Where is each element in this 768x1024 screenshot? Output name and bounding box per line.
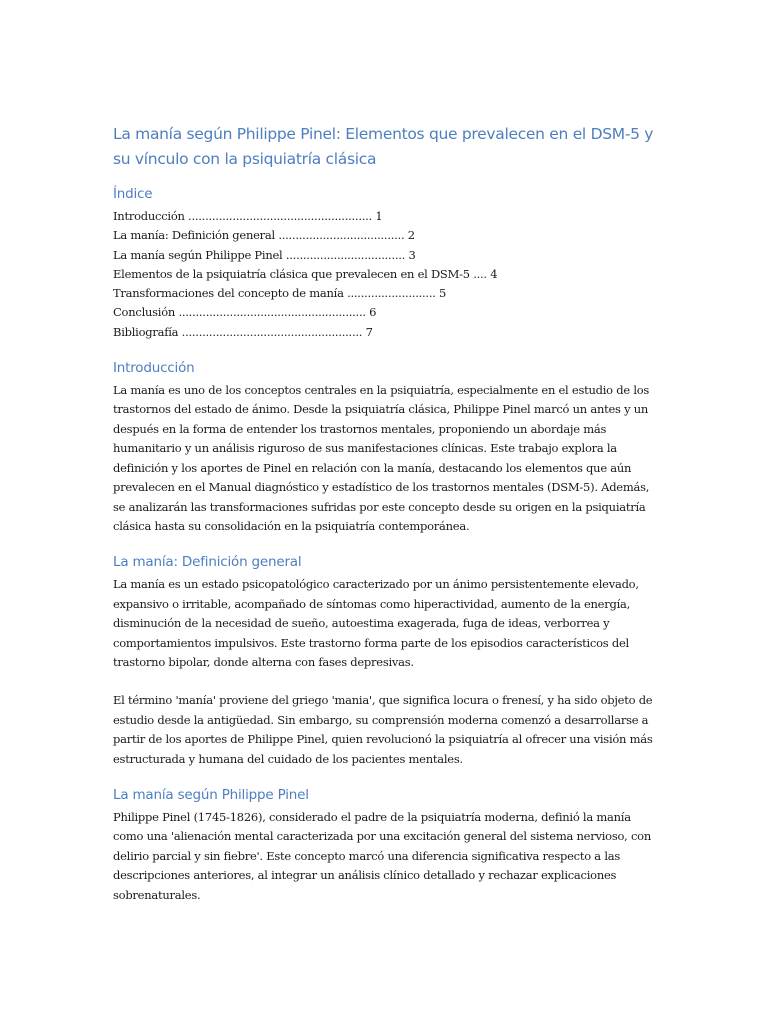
document-title: La manía según Philippe Pinel: Elementos que prevalecen en el DSM-5 y su vínculo con la psiquiatría clásica <box>113 125 654 168</box>
toc-entry-definicion: La manía: Definición general ..................................... 2 <box>113 228 415 243</box>
table-of-contents <box>113 207 658 342</box>
toc-entry-elementos: Elementos de la psiquiatría clásica que prevalecen en el DSM-5 .... 4 <box>113 266 498 281</box>
document-page <box>113 122 658 905</box>
section-heading: Introducción <box>113 360 195 377</box>
paragraph: La manía es uno de los conceptos centrales en la psiquiatría, especialmente en el estudio de los trastornos del estado de ánimo. Desde la psiquiatría clásica, Philippe Pinel marcó un antes y un después en la forma de entender los trastornos mentales, proponiendo un abordaje más humanitario y un análisis riguroso de sus manifestaciones clínicas. Este trabajo explora la definición y los aportes de Pinel en relación con la manía, destacando los elementos que aún prevalecen en el Manual diagnóstico y estadístico de los trastornos mentales (DSM-5). Además, se analizarán las transformaciones sufridas por este concepto desde su origen en la psiquiatría clásica hasta su consolidación en la psiquiatría contemporánea. <box>113 383 650 533</box>
toc-entry-introduccion: Introducción ...................................................... 1 <box>113 209 383 223</box>
section-introduccion <box>113 358 658 536</box>
paragraph: La manía es un estado psicopatológico caracterizado por un ánimo persistentemente elevado, expansivo o irritable, acompañado de síntomas como hiperactividad, aumento de la energía, disminución de la necesidad de sueño, autoestima exagerada, fuga de ideas, verborrea y comportamientos impulsivos. Este trastorno forma parte de los episodios característicos del trastorno bipolar, donde alterna con fases depresivas. <box>113 577 639 669</box>
section-mania-segun-pinel <box>113 785 658 905</box>
toc-entry-bibliografia: Bibliografía ..................................................... 7 <box>113 324 373 339</box>
section-heading: La manía según Philippe Pinel <box>113 786 309 803</box>
toc-heading: Índice <box>113 186 153 202</box>
toc-entry-conclusion: Conclusión ....................................................... 6 <box>113 305 377 320</box>
paragraph: El término 'manía' proviene del griego 'mania', que significa locura o frenesí, y ha sido objeto de estudio desde la antigüedad. Sin embargo, su comprensión moderna comenzó a desarrollarse a partir de los aportes de Philippe Pinel, quien revolucionó la psiquiatría al ofrecer una visión más estructurada y humana del cuidado de los pacientes mentales. <box>113 693 653 766</box>
toc-entry-pinel: La manía según Philippe Pinel ................................... 3 <box>113 247 416 262</box>
toc-entry-transformaciones: Transformaciones del concepto de manía .......................... 5 <box>113 286 447 301</box>
section-heading: La manía: Definición general <box>113 554 302 571</box>
paragraph: Philippe Pinel (1745-1826), considerado el padre de la psiquiatría moderna, definió la manía como una 'alienación mental caracterizada por una excitación general del sistema nervioso, con delirio parcial y sin fiebre'. Este concepto marcó una diferencia significativa respecto a las descripciones anteriores, al integrar un análisis clínico detallado y rechazar explicaciones sobrenaturales. <box>113 809 651 902</box>
section-definicion-general <box>113 552 658 769</box>
